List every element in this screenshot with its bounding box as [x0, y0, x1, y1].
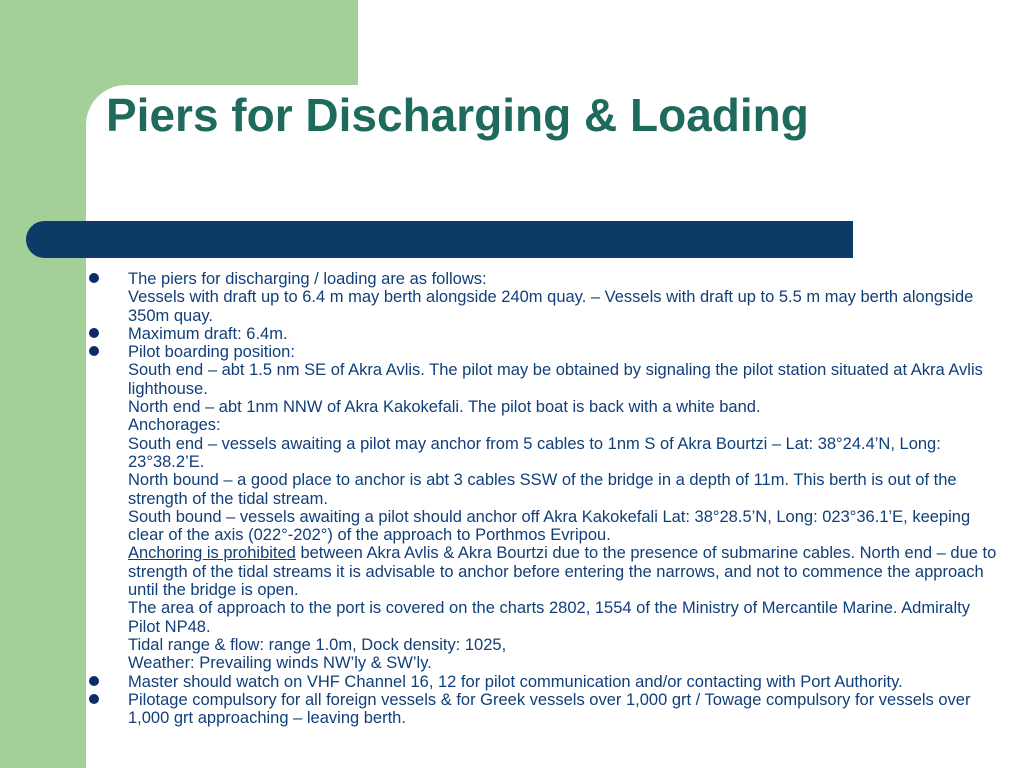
- bullet-list: [87, 270, 1002, 727]
- bullet-text: Pilotage compulsory for all foreign vessels & for Greek vessels over 1,000 grt / Towage compulsory for vessels over 1,000 grt approaching – leaving berth.: [128, 690, 971, 728]
- bullet-subline: South bound – vessels awaiting a pilot should anchor off Akra Kakokefali Lat: 38°28.5’N, Long: 023°36.1’E, keeping clear of the axis (022°-202°) of the approach to Porthmos Evripou.: [128, 507, 971, 545]
- bullet-subline: South end – abt 1.5 nm SE of Akra Avlis. The pilot may be obtained by signaling the pilot station situated at Akra Avlis lighthouse.: [128, 361, 983, 398]
- bullet-icon: [89, 694, 99, 704]
- bullet-subline: Anchorages:: [128, 416, 221, 435]
- title-divider-bar: [26, 221, 853, 258]
- bullet-icon: [89, 346, 99, 356]
- bullet-subline: Weather: Prevailing winds NW’ly & SW’ly.: [128, 654, 432, 673]
- bullet-subline: The area of approach to the port is covered on the charts 2802, 1554 of the Ministry of Mercantile Marine. Admiralty Pilot NP48.: [128, 599, 970, 636]
- anchoring-paragraph: [128, 544, 1002, 599]
- bullet-subline: North end – abt 1nm NNW of Akra Kakokefali. The pilot boat is back with a white band.: [128, 398, 761, 417]
- bullet-icon: [89, 273, 99, 283]
- bullet-text: Maximum draft: 6.4m.: [128, 324, 288, 343]
- slide-title: Piers for Discharging & Loading: [106, 89, 809, 141]
- bullet-subline: South end – vessels awaiting a pilot may anchor from 5 cables to 1nm S of Akra Bourtzi – Lat: 38°24.4’N, Long: 23°38.2’E.: [128, 434, 941, 471]
- bullet-item-pilot-boarding: [87, 343, 1002, 672]
- bullet-item-vhf: [87, 673, 1002, 691]
- bullet-text: Pilot boarding position:: [128, 343, 295, 362]
- bullet-item-max-draft: [87, 325, 1002, 343]
- anchoring-rest-text: between Akra Avlis & Akra Bourtzi due to the presence of submarine cables. North end – due to strength of the tidal streams it is advisable to anchor before entering the narrows, and not to commence the approach until the bridge is open.: [128, 544, 997, 600]
- anchoring-prohibited-text: Anchoring is prohibited: [128, 544, 296, 563]
- bullet-text: Master should watch on VHF Channel 16, 12 for pilot communication and/or contacting with Port Authority.: [128, 672, 903, 691]
- bullet-item-pilotage: [87, 691, 1002, 728]
- bullet-text: The piers for discharging / loading are as follows:: [128, 270, 487, 288]
- bullet-icon: [89, 328, 99, 338]
- bullet-icon: [89, 676, 99, 686]
- bullet-item-piers: [87, 270, 1002, 325]
- bullet-subline: Tidal range & flow: range 1.0m, Dock density: 1025,: [128, 635, 507, 654]
- bullet-subline: Vessels with draft up to 6.4 m may berth alongside 240m quay. – Vessels with draft up to 5.5 m may berth alongside 350m quay.: [128, 288, 974, 325]
- bullet-subline: North bound – a good place to anchor is abt 3 cables SSW of the bridge in a depth of 11m. This berth is out of the strength of the tidal stream.: [128, 471, 957, 508]
